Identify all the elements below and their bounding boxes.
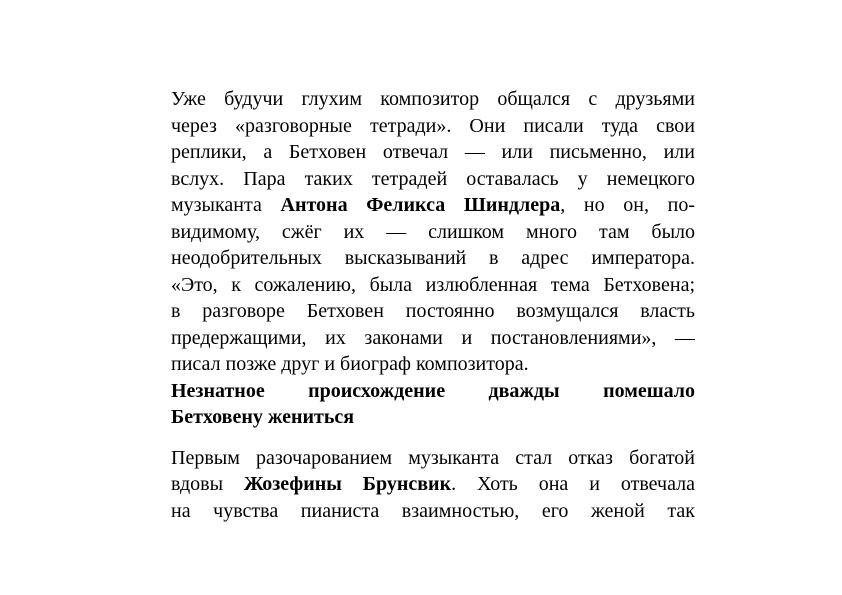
paragraph-1 <box>171 86 695 378</box>
article-text <box>171 86 695 524</box>
heading-line: Бетховену жениться <box>171 406 355 428</box>
text-segment: . Хоть она и отвечала <box>451 473 695 495</box>
text-line <box>171 471 695 498</box>
text-segment: , но он, по- <box>560 194 695 216</box>
text-line: через «разговорные тетради». Они писали туда свои <box>171 114 695 137</box>
text-segment: музыканта <box>171 194 281 216</box>
text-line <box>171 192 695 219</box>
section-heading <box>171 378 695 431</box>
text-line: неодобрительных высказываний в адрес императора. <box>171 247 695 269</box>
paragraph-spacer <box>171 431 695 445</box>
text-line: писал позже друг и биограф композитора. <box>171 353 529 375</box>
text-line: «Это, к сожалению, была излюбленная тема Бетховена; <box>171 273 695 296</box>
text-line: видимому, сжёг их — слишком много там было <box>171 220 695 243</box>
text-line: Уже будучи глухим композитор общался с друзьями <box>171 88 695 110</box>
text-line: Первым разочарованием музыканта стал отказ богатой <box>171 446 695 469</box>
text-line: на чувства пианиста взаимностью, его женой так <box>171 499 695 522</box>
heading-line: Незнатное происхождение дважды помешало <box>171 379 695 402</box>
text-line: реплики, а Бетховен отвечал — или письменно, или <box>171 141 695 163</box>
paragraph-2 <box>171 445 695 525</box>
text-line: предержащими, их законами и постановлениями», — <box>171 326 695 349</box>
text-segment: вдовы <box>171 473 244 495</box>
text-line: вслух. Пара таких тетрадей оставалась у немецкого <box>171 167 695 190</box>
person-name-brunsvik: Жозефины Брунсвик <box>243 473 452 495</box>
person-name-schindler: Антона Феликса Шиндлера <box>280 194 561 216</box>
text-line: в разговоре Бетховен постоянно возмущался власть <box>171 300 695 322</box>
